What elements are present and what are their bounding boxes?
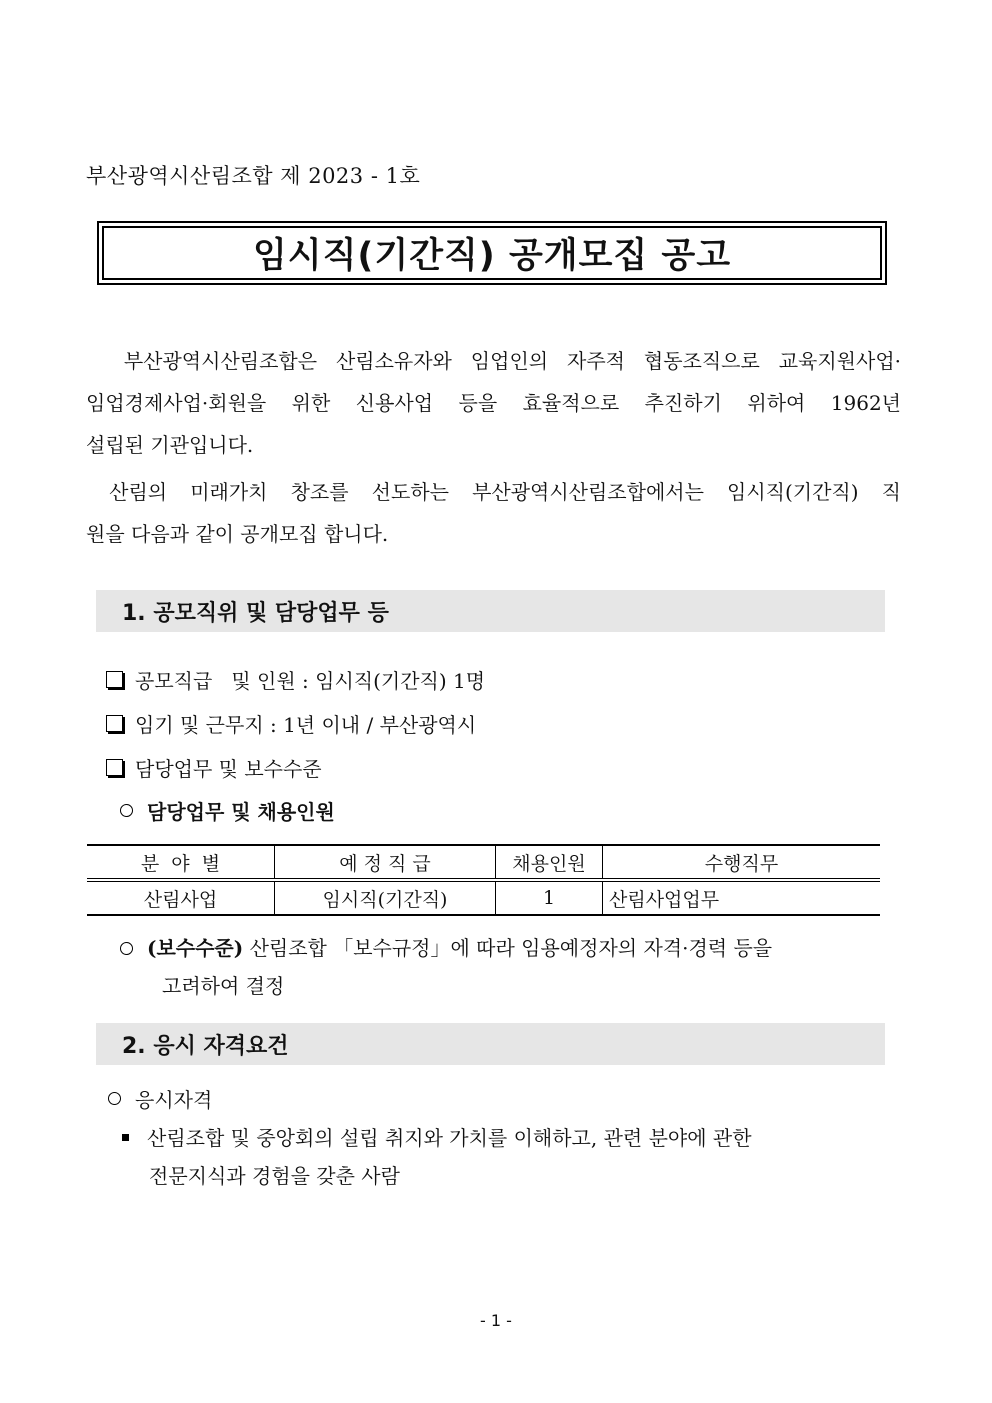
circle-bullet-icon: [108, 1092, 121, 1105]
page-title: 임시직(기간직) 공개모집 공고: [252, 236, 732, 276]
salary-text-continued: 고려하여 결정: [162, 974, 285, 998]
cell-duties: 산림사업업무: [603, 880, 881, 915]
column-header-duties: 수행직무: [603, 845, 881, 880]
bullet-text-continued: 전문지식과 경험을 갖춘 사람: [149, 1164, 400, 1188]
salary-text: 산림조합 「보수규정」에 따라 임용예정자의 자격·경력 등을: [243, 936, 773, 960]
title-box-inner-border: [102, 226, 882, 280]
checkbox-icon: [106, 671, 123, 688]
checkbox-icon: [106, 759, 123, 776]
checklist-item-term-location: [106, 709, 476, 738]
page-number: - 1 -: [480, 1311, 512, 1330]
section-1-header: [96, 590, 885, 632]
subheading-duties-hiring: [120, 796, 335, 825]
cell-headcount: 1: [496, 880, 603, 915]
bullet-text: 산림조합 및 중앙회의 설립 취지와 가치를 이해하고, 관련 분야에 관한: [147, 1126, 752, 1150]
cell-grade: 임시직(기간직): [275, 880, 496, 915]
checklist-item-label: 임기 및 근무지 : 1년 이내 / 부산광역시: [135, 713, 477, 737]
checklist-item-label: 담당업무 및 보수수준: [135, 757, 322, 781]
intro-paragraph-1: [86, 340, 901, 466]
subheading-eligibility: [108, 1084, 212, 1113]
section-2-header: [96, 1023, 885, 1065]
column-header-grade: 예 정 직 급: [275, 845, 496, 880]
circle-bullet-icon: [120, 804, 133, 817]
section-1-title: 1. 공모직위 및 담당업무 등: [122, 600, 389, 626]
intro-line: 원을 다음과 같이 공개모집 합니다.: [86, 522, 389, 546]
intro-paragraph-2: [86, 471, 901, 555]
checklist-item-label: 공모직급 및 인원 : 임시직(기간직) 1명: [135, 669, 486, 693]
title-box: [97, 221, 887, 285]
intro-line: 임업경제사업·회원을 위한 신용사업 등을 효율적으로 추진하기 위하여 1962년: [86, 391, 901, 415]
subheading-label: 응시자격: [135, 1088, 213, 1112]
salary-note: [120, 929, 900, 1005]
circle-bullet-icon: [120, 942, 133, 955]
document-number: 부산광역시산림조합 제 2023 - 1호: [86, 164, 421, 188]
checklist-item-position: [106, 665, 485, 694]
intro-line: 산림의 미래가치 창조를 선도하는 부산광역시산림조합에서는 임시직(기간직) 직: [86, 480, 901, 504]
eligibility-bullet: [122, 1119, 882, 1195]
square-bullet-icon: [122, 1134, 129, 1141]
cell-field: 산림사업: [143, 888, 218, 911]
intro-line: 부산광역시산림조합은 산림소유자와 임업인의 자주적 협동조직으로 교육지원사업·: [86, 349, 901, 373]
hiring-table: [87, 844, 880, 916]
salary-label: (보수수준): [147, 936, 244, 960]
table-row: [87, 880, 880, 915]
column-header-field: 분 야 별: [140, 852, 221, 875]
table-header-row: [87, 845, 880, 880]
section-2-title: 2. 응시 자격요건: [122, 1033, 289, 1059]
checkbox-icon: [106, 715, 123, 732]
intro-line: 설립된 기관입니다.: [86, 433, 254, 457]
checklist-item-duties-salary: [106, 753, 322, 782]
column-header-headcount: 채용인원: [496, 845, 603, 880]
subheading-label: 담당업무 및 채용인원: [147, 800, 335, 824]
